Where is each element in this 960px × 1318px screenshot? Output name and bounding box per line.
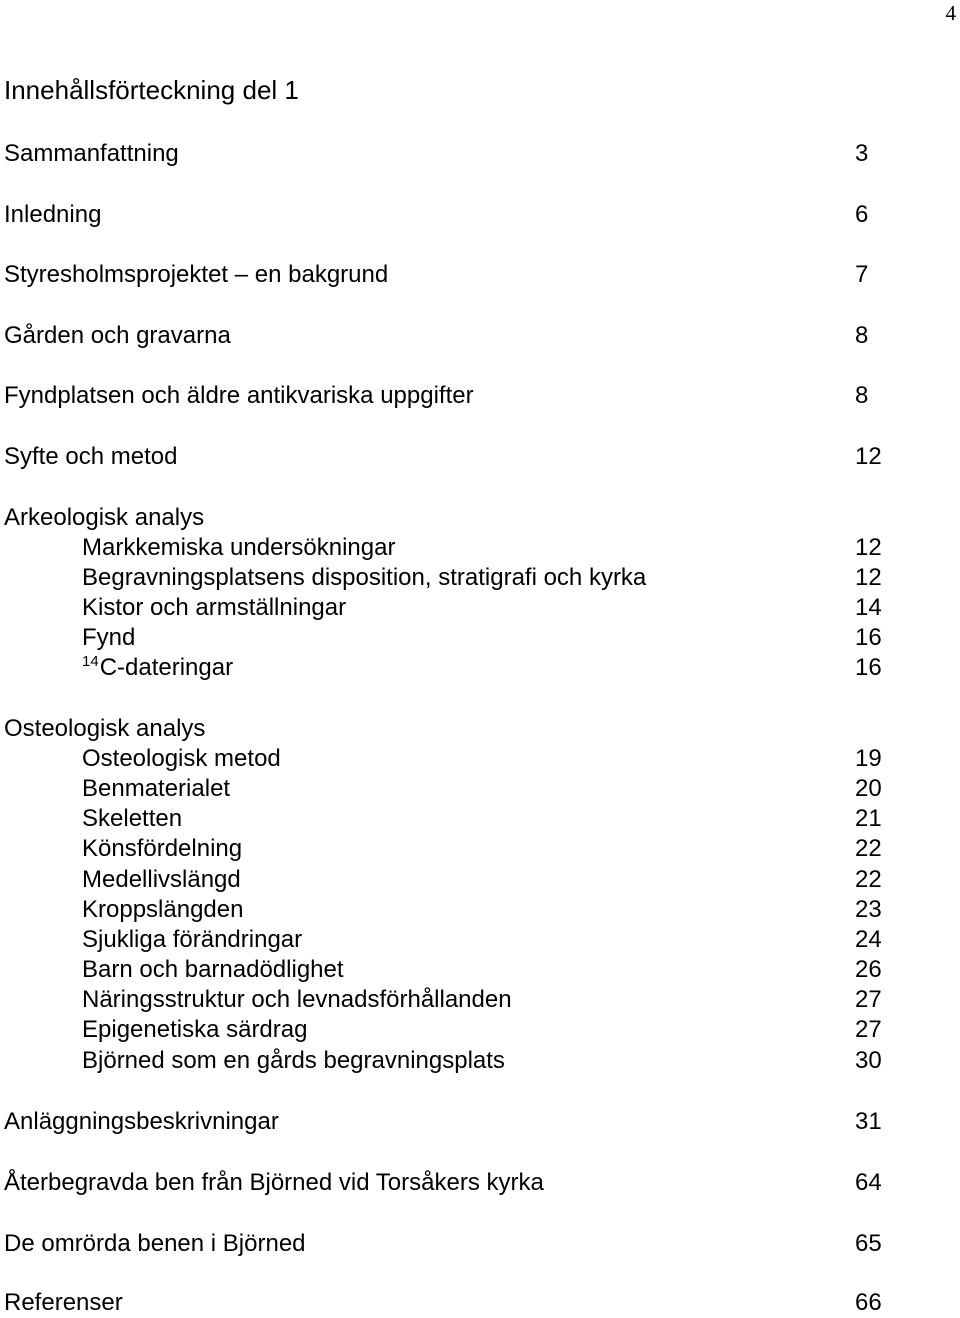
toc-entry-page: 21 [855,805,882,832]
toc-entry-label: Björned som en gårds begravningsplats [82,1047,505,1074]
toc-entry-label: Osteologisk metod [82,745,281,772]
toc-entry-sammanfattning[interactable] [0,139,960,169]
toc-entry-page: 24 [855,926,882,953]
toc-entry-label: Sjukliga förändringar [82,926,303,953]
toc-entry-label: Inledning [4,201,102,228]
isotope-superscript: 14 [82,653,99,670]
toc-entry-page: 14 [855,594,882,621]
toc-entry-label: Benmaterialet [82,775,231,802]
toc-entry-label: Styresholmsprojektet – en bakgrund [4,261,389,288]
toc-subentry-kistor[interactable] [0,593,960,623]
toc-section-label: Osteologisk analys [4,715,206,742]
toc-subentry-kroppslangden[interactable] [0,895,960,925]
toc-subentry-naringsstruktur[interactable] [0,985,960,1015]
toc-entry-label: Syfte och metod [4,443,178,470]
toc-subentry-barn[interactable] [0,955,960,985]
toc-entry-label: Könsfördelning [82,835,243,862]
toc-entry-page: 19 [855,745,882,772]
toc-entry-inledning[interactable] [0,200,960,230]
toc-subentry-c-dateringar[interactable] [0,653,960,683]
toc-entry-label: Fynd [82,624,136,651]
toc-subentry-epigenetiska[interactable] [0,1015,960,1045]
toc-entry-page: 20 [855,775,882,802]
toc-entry-label: Epigenetiska särdrag [82,1016,308,1043]
toc-entry-label: Skeletten [82,805,183,832]
toc-entry-page: 66 [855,1289,882,1316]
toc-entry-label: C-dateringar [99,654,234,681]
toc-entry-referenser[interactable] [0,1288,960,1318]
toc-entry-page: 7 [855,261,869,288]
toc-entry-garden-och-gravarna[interactable] [0,321,960,351]
toc-entry-page: 16 [855,624,882,651]
toc-entry-label: Återbegravda ben från Björned vid Torsåkers kyrka [4,1169,544,1196]
toc-entry-label: Sammanfattning [4,140,179,167]
toc-entry-page: 8 [855,322,869,349]
toc-entry-fyndplatsen[interactable] [0,381,960,411]
toc-entry-page: 3 [855,140,869,167]
toc-entry-page: 31 [855,1108,882,1135]
toc-entry-omrorda-benen[interactable] [0,1229,960,1259]
toc-entry-label: Markkemiska undersökningar [82,534,396,561]
toc-entry-page: 22 [855,835,882,862]
toc-entry-page: 12 [855,564,882,591]
toc-subentry-fynd[interactable] [0,623,960,653]
toc-title: Innehållsförteckning del 1 [4,75,299,105]
toc-subentry-sjukliga-forandringar[interactable] [0,925,960,955]
toc-entry-label: De omrörda benen i Björned [4,1230,306,1257]
toc-entry-page: 12 [855,443,882,470]
toc-entry-label: Kistor och armställningar [82,594,347,621]
toc-entry-page: 65 [855,1230,882,1257]
toc-entry-page: 64 [855,1169,882,1196]
toc-entry-label: Anläggningsbeskrivningar [4,1108,279,1135]
toc-entry-page: 16 [855,654,882,681]
toc-subentry-benmaterialet[interactable] [0,774,960,804]
toc-entry-styresholmsprojektet[interactable] [0,260,960,290]
toc-entry-label: Näringsstruktur och levnadsförhållanden [82,986,512,1013]
toc-entry-label: Begravningsplatsens disposition, stratigrafi och kyrka [82,564,647,591]
toc-section-label: Arkeologisk analys [4,504,205,531]
toc-entry-page: 6 [855,201,869,228]
page-number: 4 [945,1,956,25]
toc-subentry-medellivslangd[interactable] [0,865,960,895]
toc-entry-label: Referenser [4,1289,123,1316]
toc-entry-label: Kroppslängden [82,896,244,923]
toc-entry-page: 27 [855,986,882,1013]
toc-entry-page: 27 [855,1016,882,1043]
toc-subentry-bjorned-begravningsplats[interactable] [0,1046,960,1076]
toc-entry-aterbegravda-ben[interactable] [0,1168,960,1198]
toc-entry-page: 8 [855,382,869,409]
toc-section-osteologisk-analys[interactable] [0,714,960,744]
toc-entry-syfte-och-metod[interactable] [0,442,960,472]
toc-entry-anlaggningsbeskrivningar[interactable] [0,1107,960,1137]
toc-section-arkeologisk-analys[interactable] [0,503,960,533]
toc-entry-page: 22 [855,866,882,893]
toc-subentry-osteologisk-metod[interactable] [0,744,960,774]
toc-subentry-markkemiska[interactable] [0,533,960,563]
toc-subentry-begravningsplatsens[interactable] [0,563,960,593]
toc-entry-label-wrap [82,653,233,683]
toc-subentry-konsfordelning[interactable] [0,834,960,864]
toc-entry-page: 30 [855,1047,882,1074]
toc-entry-label: Medellivslängd [82,866,241,893]
toc-subentry-skeletten[interactable] [0,804,960,834]
toc-entry-label: Gården och gravarna [4,322,231,349]
toc-entry-page: 26 [855,956,882,983]
toc-entry-page: 12 [855,534,882,561]
toc-entry-page: 23 [855,896,882,923]
toc-entry-label: Fyndplatsen och äldre antikvariska uppgifter [4,382,474,409]
toc-entry-label: Barn och barnadödlighet [82,956,344,983]
